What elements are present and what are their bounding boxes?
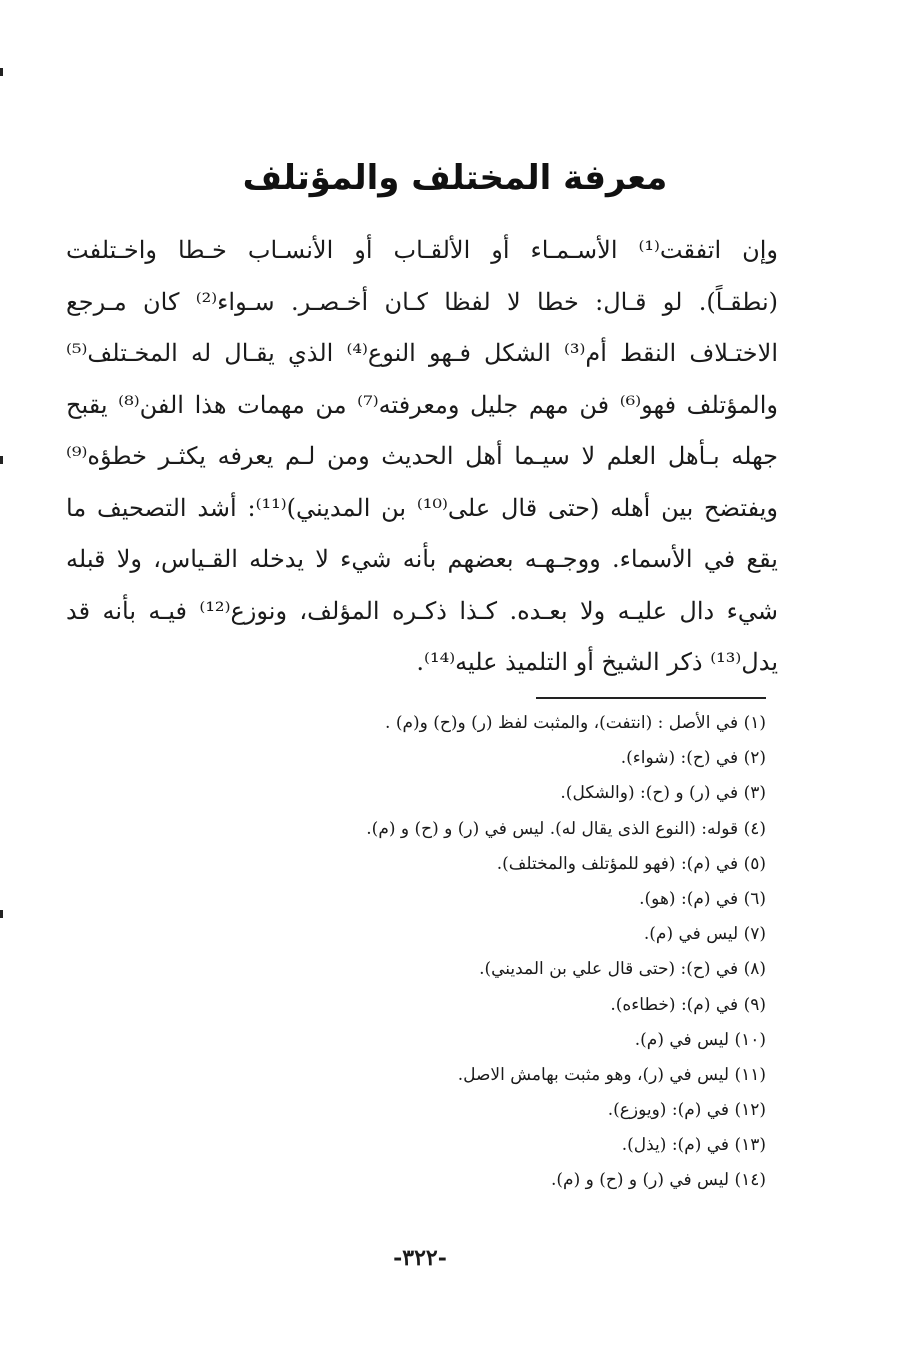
text-line: جهله بـأهل العلم لا سيـما أهل الحديث ومن لـم يعرفه يكثـر خطؤه⁽⁹⁾ xyxy=(66,442,778,470)
footnote: (١٠) ليس في (م). xyxy=(634,1029,766,1050)
footnote: (١١) ليس في (ر)، وهو مثبت بهامش الاصل. xyxy=(457,1064,766,1085)
footnote: (٨) في (ح): (حتى قال علي بن المديني). xyxy=(479,959,766,980)
footnote: (١) في الأصل : (انتفت)، والمثبت لفظ (ر) و(ح) و(م) . xyxy=(385,713,766,733)
margin-mark xyxy=(0,456,3,464)
footnote: (١٢) في (م): (ويوزع). xyxy=(607,1100,766,1121)
footnote: (٣) في (ر) و (ح): (والشكل). xyxy=(560,783,766,804)
page-number: -٣٢٢- xyxy=(393,1245,447,1271)
text-line: ويفتضح بين أهله (حتى قال على⁽¹⁰⁾ بن المديني)⁽¹¹⁾: أشد التصحيف ما xyxy=(66,493,778,522)
text-line: (نطقـاً). لو قـال: خطا لا لفظا كـان أخـصـر. سـواء⁽²⁾ كان مـرجع xyxy=(66,287,778,316)
footnotes xyxy=(300,706,766,1199)
footnote: (٦) في (م): (هو). xyxy=(639,888,766,909)
margin-mark xyxy=(0,68,3,76)
footnote: (٩) في (م): (خطاءه). xyxy=(610,994,766,1015)
footnote: (٧) ليس في (م). xyxy=(643,924,766,945)
text-line: الاختـلاف النقط أم⁽³⁾ الشكل فـهو النوع⁽⁴⁾ الذي يقـال له المخـتلف⁽⁵⁾ xyxy=(66,339,778,367)
main-text xyxy=(66,225,778,689)
text-line: والمؤتلف فهو⁽⁶⁾ فن مهم جليل ومعرفته⁽⁷⁾ من مهمات هذا الفن⁽⁸⁾ يقبح xyxy=(66,390,778,419)
footnote-separator xyxy=(536,697,766,699)
chapter-title: معرفة المختلف والمؤتلف xyxy=(242,158,668,198)
text-line: يدل⁽¹³⁾ ذكر الشيخ أو التلميذ عليه⁽¹⁴⁾. xyxy=(416,648,778,676)
footnote: (١٤) ليس في (ر) و (ح) و (م). xyxy=(551,1170,766,1191)
text-line: وإن اتفقت⁽¹⁾ الأسـمـاء أو الألقـاب أو الأنسـاب خـطا واخـتلفت xyxy=(66,236,778,264)
footnote: (٥) في (م): (فهو للمؤتلف والمختلف). xyxy=(496,853,766,874)
footnote: (٢) في (ح): (شواء). xyxy=(620,748,766,769)
text-line: شيء دال عليـه ولا بعـده. كـذا ذكـره المؤلف، ونوزع⁽¹²⁾ فيـه بأنه قد xyxy=(66,596,778,625)
text-line: يقع في الأسماء. ووجـهـه بعضهم بأنه شيء لا يدخله القـياس، ولا قبله xyxy=(66,545,778,573)
footnote: (١٣) في (م): (يذل). xyxy=(621,1135,766,1156)
margin-mark xyxy=(0,910,3,918)
footnote: (٤) قوله: (النوع الذى يقال له). ليس في (ر) و (ح) و (م). xyxy=(366,818,766,839)
